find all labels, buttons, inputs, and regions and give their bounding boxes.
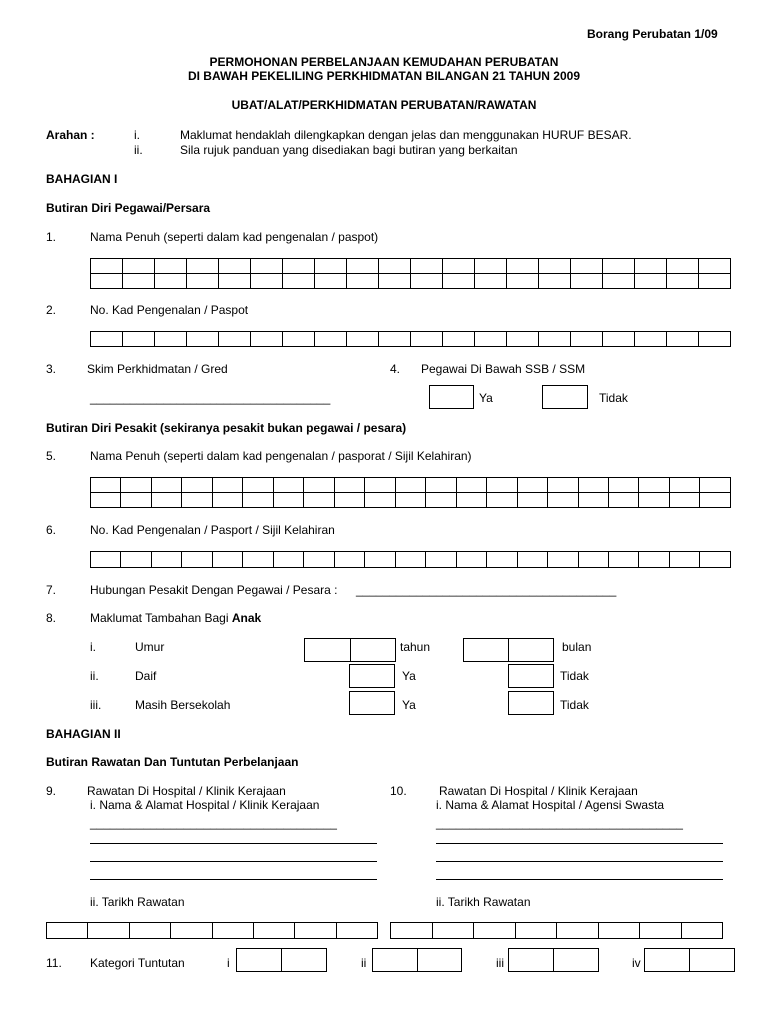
service-scheme-line[interactable]: ____________________________________ xyxy=(90,391,331,405)
q6-label: No. Kad Pengenalan / Pasport / Sijil Kelahiran xyxy=(90,523,335,537)
patient-ic-grid[interactable] xyxy=(90,551,731,568)
q10-label: Rawatan Di Hospital / Klinik Kerajaan xyxy=(439,784,638,798)
schooling-yes-label: Ya xyxy=(402,698,416,712)
ssb-yes-box[interactable] xyxy=(429,385,474,409)
q9-label: Rawatan Di Hospital / Klinik Kerajaan xyxy=(87,784,286,798)
q2-label: No. Kad Pengenalan / Paspot xyxy=(90,303,249,317)
schooling-no-box[interactable] xyxy=(508,691,554,715)
gov-treatment-date-grid[interactable] xyxy=(46,922,378,939)
needy-yes-box[interactable] xyxy=(349,664,395,688)
q6-number: 6. xyxy=(46,523,57,537)
q9-date-label: ii. Tarikh Rawatan xyxy=(90,895,185,909)
q1-label: Nama Penuh (seperti dalam kad pengenalan / paspot) xyxy=(90,230,379,244)
instruction-text: Maklumat hendaklah dilengkapkan dengan jelas dan menggunakan HURUF BESAR. xyxy=(180,128,632,142)
q7-number: 7. xyxy=(46,583,57,597)
age-years-box-2[interactable] xyxy=(350,638,396,662)
form-code: Borang Perubatan 1/09 xyxy=(587,27,718,41)
gov-hospital-address-line-4[interactable] xyxy=(90,879,377,880)
age-label: Umur xyxy=(135,640,165,654)
instruction-num: ii. xyxy=(134,143,143,157)
private-hospital-address-line-3[interactable] xyxy=(436,861,723,862)
schooling-label: Masih Bersekolah xyxy=(135,698,231,712)
part2-heading: BAHAGIAN II xyxy=(46,727,121,741)
q5-number: 5. xyxy=(46,449,57,463)
part1-heading: BAHAGIAN I xyxy=(46,172,118,186)
q10-date-label: ii. Tarikh Rawatan xyxy=(436,895,531,909)
claim-category-ii-label: ii xyxy=(361,956,367,970)
private-hospital-address-line-4[interactable] xyxy=(436,879,723,880)
q4-label: Pegawai Di Bawah SSB / SSM xyxy=(421,362,586,376)
months-unit: bulan xyxy=(562,640,592,654)
treatment-claims-heading: Butiran Rawatan Dan Tuntutan Perbelanjaan xyxy=(46,755,299,769)
age-years-box-1[interactable] xyxy=(304,638,351,662)
claim-category-ii-box-2[interactable] xyxy=(417,948,462,972)
patient-name-grid[interactable] xyxy=(90,477,731,508)
years-unit: tahun xyxy=(400,640,431,654)
q4-number: 4. xyxy=(390,362,401,376)
claim-category-iv-label: iv xyxy=(632,956,641,970)
schooling-number: iii. xyxy=(90,698,102,712)
claim-category-i-box-2[interactable] xyxy=(281,948,327,972)
q3-number: 3. xyxy=(46,362,57,376)
q9-sub-label: i. Nama & Alamat Hospital / Klinik Kerajaan xyxy=(90,798,320,812)
q10-number: 10. xyxy=(390,784,407,798)
staff-details-heading: Butiran Diri Pegawai/Persara xyxy=(46,201,211,215)
instructions-label: Arahan : xyxy=(46,128,95,142)
q8-number: 8. xyxy=(46,611,57,625)
q3-label: Skim Perkhidmatan / Gred xyxy=(87,362,228,376)
q8-label: Maklumat Tambahan Bagi Anak xyxy=(90,611,262,625)
private-treatment-date-grid[interactable] xyxy=(390,922,723,939)
q5-label: Nama Penuh (seperti dalam kad pengenalan / pasporat / Sijil Kelahiran) xyxy=(90,449,472,463)
needy-label: Daif xyxy=(135,669,157,683)
q11-number: 11. xyxy=(46,956,62,970)
private-hospital-address-line-1[interactable]: _____________________________________ xyxy=(436,816,683,830)
claim-category-i-label: i xyxy=(227,956,230,970)
form-subtitle: UBAT/ALAT/PERKHIDMATAN PERUBATAN/RAWATAN xyxy=(231,98,537,112)
ssb-no-label: Tidak xyxy=(599,391,628,405)
instruction-num: i. xyxy=(134,128,140,142)
gov-hospital-address-line-1[interactable]: _____________________________________ xyxy=(90,816,337,830)
staff-name-grid[interactable] xyxy=(90,258,731,289)
q10-sub-label: i. Nama & Alamat Hospital / Agensi Swasta xyxy=(436,798,665,812)
form-title-line2: DI BAWAH PEKELILING PERKHIDMATAN BILANGAN 21 TAHUN 2009 xyxy=(187,69,581,83)
age-months-box-1[interactable] xyxy=(463,638,509,662)
patient-details-heading: Butiran Diri Pesakit (sekiranya pesakit bukan pegawai / pesara) xyxy=(46,421,407,435)
staff-ic-grid[interactable] xyxy=(90,331,731,347)
q1-number: 1. xyxy=(46,230,57,244)
q8-label-bold: Anak xyxy=(231,611,262,625)
instruction-text: Sila rujuk panduan yang disediakan bagi butiran yang berkaitan xyxy=(180,143,518,157)
age-months-box-2[interactable] xyxy=(508,638,554,662)
claim-category-ii-box-1[interactable] xyxy=(372,948,418,972)
age-number: i. xyxy=(90,640,96,654)
claim-category-i-box-1[interactable] xyxy=(236,948,282,972)
needy-no-box[interactable] xyxy=(508,664,554,688)
needy-no-label: Tidak xyxy=(560,669,589,683)
gov-hospital-address-line-3[interactable] xyxy=(90,861,377,862)
ssb-yes-label: Ya xyxy=(479,391,493,405)
claim-category-iii-box-2[interactable] xyxy=(553,948,599,972)
needy-yes-label: Ya xyxy=(402,669,416,683)
q7-label: Hubungan Pesakit Dengan Pegawai / Pesara : xyxy=(90,583,338,597)
schooling-no-label: Tidak xyxy=(560,698,589,712)
private-hospital-address-line-2[interactable] xyxy=(436,843,723,844)
claim-category-iii-label: iii xyxy=(496,956,504,970)
claim-category-iv-box-1[interactable] xyxy=(644,948,690,972)
ssb-no-box[interactable] xyxy=(542,385,588,409)
needy-number: ii. xyxy=(90,669,99,683)
relationship-line[interactable]: _______________________________________ xyxy=(356,583,617,597)
q11-label: Kategori Tuntutan xyxy=(90,956,185,970)
form-title-line1: PERMOHONAN PERBELANJAAN KEMUDAHAN PERUBATAN xyxy=(209,55,559,69)
q9-number: 9. xyxy=(46,784,57,798)
claim-category-iv-box-2[interactable] xyxy=(689,948,735,972)
gov-hospital-address-line-2[interactable] xyxy=(90,843,377,844)
claim-category-iii-box-1[interactable] xyxy=(508,948,554,972)
q2-number: 2. xyxy=(46,303,57,317)
schooling-yes-box[interactable] xyxy=(349,691,395,715)
